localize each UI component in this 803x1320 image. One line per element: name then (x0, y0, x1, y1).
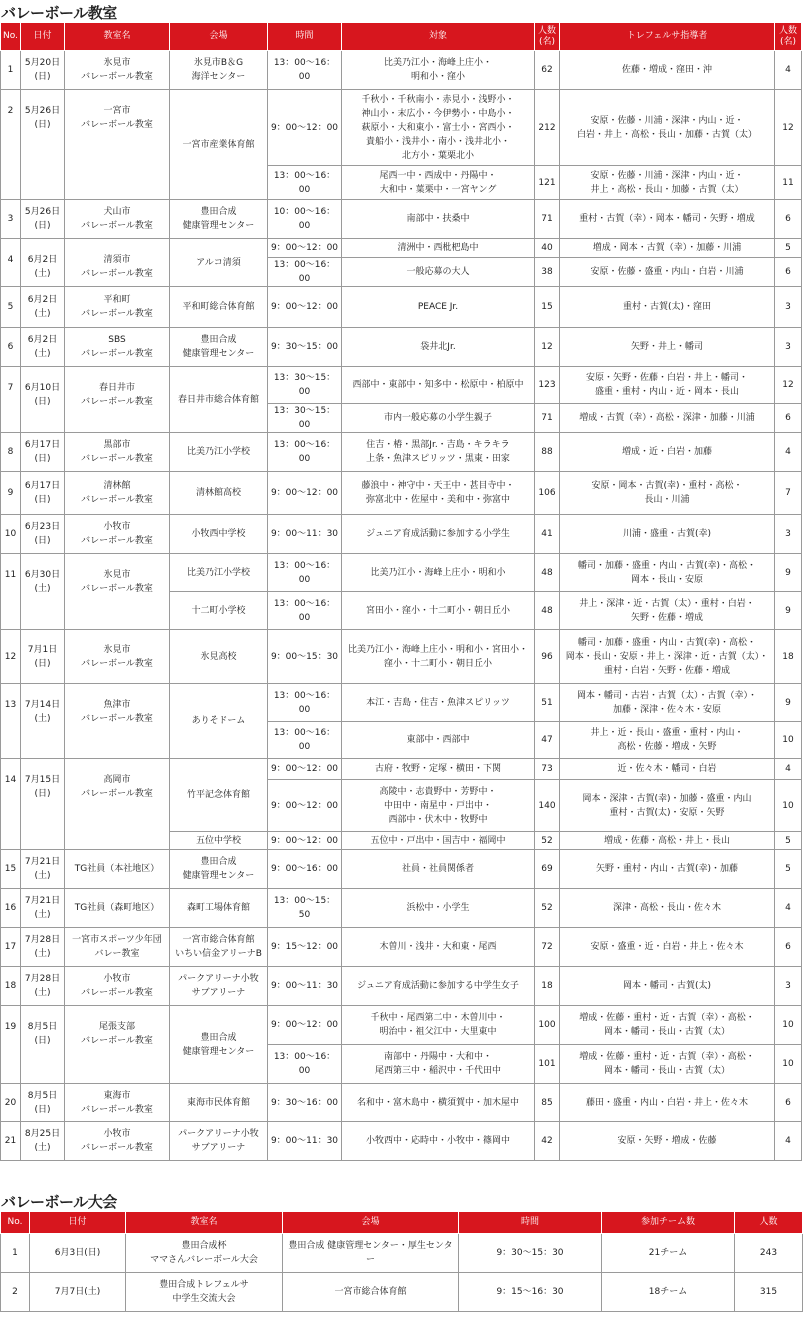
table-row (1, 1084, 802, 1122)
no-cell: 18 (1, 967, 21, 1006)
target-cell: 住吉・椿・黒部Jr.・吉島・キラキラ 上条・魚津スピリッツ・黒東・田家 (342, 433, 535, 472)
coach-count-cell: 6 (775, 404, 802, 433)
date-cell: 7月28日 (土) (21, 967, 65, 1006)
target-cell: ジュニア育成活動に参加する小学生 (342, 515, 535, 554)
date-cell: 6月2日 (土) (21, 328, 65, 367)
teams-cell: 18チーム (602, 1273, 735, 1312)
no-cell: 2 (1, 1273, 30, 1312)
time-cell: 9：00〜12：00 (268, 759, 342, 780)
date-cell: 7月28日 (土) (21, 928, 65, 967)
column-header: 人数 (名) (775, 23, 802, 51)
coaches-cell: 井上・深津・近・古賀（太）・重村・白岩・ 矢野・佐藤・増成 (560, 592, 775, 630)
coaches-cell: 重村・古賀（幸）・岡本・幡司・矢野・増成 (560, 200, 775, 239)
table-row (1, 889, 802, 928)
time-cell: 9：00〜12：00 (268, 90, 342, 166)
table-row (1, 328, 802, 367)
participants-cell: 106 (535, 472, 560, 515)
target-cell: 一般応募の大人 (342, 258, 535, 287)
target-cell: 東部中・西部中 (342, 722, 535, 759)
table-row (1, 850, 802, 889)
time-cell: 13：30〜15：00 (268, 404, 342, 433)
date-cell: 7月7日(土) (30, 1273, 126, 1312)
time-cell: 9：00〜12：00 (268, 472, 342, 515)
event-name-cell: 豊田合成トレフェルサ 中学生交流大会 (126, 1273, 283, 1312)
no-cell: 11 (1, 554, 21, 630)
target-cell: 藤浪中・神守中・天王中・甚目寺中・ 弥富北中・佐屋中・美和中・弥富中 (342, 472, 535, 515)
coaches-cell: 岡本・幡司・古岩・古賀（太）・古賀（幸）・ 加藤・深津・佐々木・安原 (560, 684, 775, 722)
coaches-cell: 安原・佐藤・川浦・深津・内山・近・ 白岩・井上・高松・長山・加藤・古賀（太） (560, 90, 775, 166)
target-cell: 千秋中・尾西第二中・木曽川中・ 明治中・祖父江中・大里東中 (342, 1006, 535, 1045)
participants-cell: 62 (535, 51, 560, 90)
column-header: 教室名 (65, 23, 170, 51)
participants-cell: 121 (535, 166, 560, 200)
time-cell: 9：30〜15：00 (268, 328, 342, 367)
participants-cell: 48 (535, 592, 560, 630)
table-row (1, 287, 802, 328)
table-row (1, 1273, 803, 1312)
class-name-cell: 氷見市 バレーボール教室 (65, 554, 170, 630)
participants-cell: 71 (535, 200, 560, 239)
venue-cell: 豊田合成 健康管理センター (170, 1006, 268, 1084)
class-name-cell: 春日井市 バレーボール教室 (65, 367, 170, 433)
coaches-cell: 重村・古賀(太)・窪田 (560, 287, 775, 328)
no-cell: 2 (1, 90, 21, 200)
time-cell: 9：00〜11：30 (268, 967, 342, 1006)
participants-cell: 73 (535, 759, 560, 780)
tournaments-table (0, 1211, 803, 1312)
participants-cell: 140 (535, 780, 560, 832)
date-cell: 7月1日 (日) (21, 630, 65, 684)
section2-title: バレーボール大会 (1, 1193, 117, 1211)
venue-cell: 豊田合成 健康管理センター (170, 200, 268, 239)
time-cell: 9：30〜15：30 (459, 1234, 602, 1273)
no-cell: 6 (1, 328, 21, 367)
coaches-cell: 近・佐々木・幡司・白岩 (560, 759, 775, 780)
column-header: 時間 (459, 1212, 602, 1234)
coaches-cell: 増成・佐藤・高松・井上・長山 (560, 832, 775, 850)
column-header: 対象 (342, 23, 535, 51)
table-row (1, 367, 802, 404)
coaches-cell: 矢野・重村・内山・古賀(幸)・加藤 (560, 850, 775, 889)
time-cell: 9：00〜11：30 (268, 1122, 342, 1161)
venue-cell: 平和町総合体育館 (170, 287, 268, 328)
venue-cell: 一宮市産業体育館 (170, 90, 268, 200)
column-header: No. (1, 23, 21, 51)
coaches-cell: 安原・岡本・古賀(幸)・重村・高松・ 長山・川浦 (560, 472, 775, 515)
venue-cell: 五位中学校 (170, 832, 268, 850)
coach-count-cell: 11 (775, 166, 802, 200)
time-cell: 13：00〜16：00 (268, 1045, 342, 1084)
coach-count-cell: 4 (775, 433, 802, 472)
coaches-cell: 増成・岡本・古賀（幸）・加藤・川浦 (560, 239, 775, 258)
time-cell: 9：00〜16：00 (268, 850, 342, 889)
target-cell: 小牧西中・応時中・小牧中・篠岡中 (342, 1122, 535, 1161)
venue-cell: 氷見高校 (170, 630, 268, 684)
no-cell: 8 (1, 433, 21, 472)
table-row (1, 684, 802, 722)
target-cell: 尾西一中・西成中・丹陽中・ 大和中・葉栗中・一宮ヤング (342, 166, 535, 200)
no-cell: 10 (1, 515, 21, 554)
coach-count-cell: 3 (775, 287, 802, 328)
coaches-cell: 川浦・盛重・古賀(幸) (560, 515, 775, 554)
class-name-cell: 小牧市 バレーボール教室 (65, 967, 170, 1006)
coach-count-cell: 4 (775, 1122, 802, 1161)
no-cell: 12 (1, 630, 21, 684)
venue-cell: 十二町小学校 (170, 592, 268, 630)
class-name-cell: 平和町 バレーボール教室 (65, 287, 170, 328)
participants-cell: 72 (535, 928, 560, 967)
target-cell: 南部中・丹陽中・大和中・ 尾西第三中・稲沢中・千代田中 (342, 1045, 535, 1084)
time-cell: 13：00〜16：00 (268, 722, 342, 759)
column-header: No. (1, 1212, 30, 1234)
date-cell: 6月2日 (土) (21, 287, 65, 328)
coach-count-cell: 12 (775, 90, 802, 166)
coaches-cell: 佐藤・増成・窪田・沖 (560, 51, 775, 90)
no-cell: 1 (1, 51, 21, 90)
no-cell: 16 (1, 889, 21, 928)
class-name-cell: 一宮市 バレーボール教室 (65, 90, 170, 200)
coach-count-cell: 6 (775, 928, 802, 967)
target-cell: 名和中・富木島中・横須賀中・加木屋中 (342, 1084, 535, 1122)
column-header: 人数 (名) (535, 23, 560, 51)
no-cell: 9 (1, 472, 21, 515)
table-row (1, 554, 802, 592)
coach-count-cell: 9 (775, 554, 802, 592)
participants-cell: 212 (535, 90, 560, 166)
column-header: 会場 (283, 1212, 459, 1234)
coaches-cell: 岡本・幡司・古賀(太) (560, 967, 775, 1006)
venue-cell: 清林館高校 (170, 472, 268, 515)
class-name-cell: 氷見市 バレーボール教室 (65, 51, 170, 90)
participants-cell: 243 (735, 1234, 803, 1273)
column-header: 参加チーム数 (602, 1212, 735, 1234)
column-header: トレフェルサ指導者 (560, 23, 775, 51)
venue-cell: パークアリーナ小牧 サブアリーナ (170, 1122, 268, 1161)
date-cell: 6月3日(日) (30, 1234, 126, 1273)
time-cell: 9：15〜16：30 (459, 1273, 602, 1312)
venue-cell: パークアリーナ小牧 サブアリーナ (170, 967, 268, 1006)
column-header: 時間 (268, 23, 342, 51)
date-cell: 6月30日 (土) (21, 554, 65, 630)
no-cell: 5 (1, 287, 21, 328)
target-cell: 浜松中・小学生 (342, 889, 535, 928)
no-cell: 3 (1, 200, 21, 239)
coach-count-cell: 6 (775, 258, 802, 287)
target-cell: 本江・吉島・住吉・魚津スピリッツ (342, 684, 535, 722)
date-cell: 6月2日 (土) (21, 239, 65, 287)
teams-cell: 21チーム (602, 1234, 735, 1273)
event-name-cell: 豊田合成杯 ママさんバレーボール大会 (126, 1234, 283, 1273)
coach-count-cell: 5 (775, 850, 802, 889)
class-name-cell: TG社員（森町地区） (65, 889, 170, 928)
coaches-cell: 幡司・加藤・盛重・内山・古賀(幸)・高松・ 岡本・長山・安原・井上・深津・近・古賀（太）・ 重村・白岩・矢野・佐藤・増成 (560, 630, 775, 684)
participants-cell: 18 (535, 967, 560, 1006)
participants-cell: 48 (535, 554, 560, 592)
column-header: 教室名 (126, 1212, 283, 1234)
table-row (1, 1122, 802, 1161)
classes-table (0, 22, 802, 1161)
target-cell: 高陵中・志貴野中・芳野中・ 中田中・南星中・戸出中・ 西部中・伏木中・牧野中 (342, 780, 535, 832)
coach-count-cell: 3 (775, 967, 802, 1006)
time-cell: 13：00〜16：00 (268, 433, 342, 472)
target-cell: 比美乃江小・海峰上庄小・ 明和小・窪小 (342, 51, 535, 90)
coaches-cell: 安原・矢野・増成・佐藤 (560, 1122, 775, 1161)
venue-cell: アルコ清須 (170, 239, 268, 287)
classes-header-row (1, 23, 802, 51)
table-row (1, 433, 802, 472)
no-cell: 14 (1, 759, 21, 850)
coach-count-cell: 7 (775, 472, 802, 515)
participants-cell: 52 (535, 832, 560, 850)
table-row (1, 630, 802, 684)
participants-cell: 47 (535, 722, 560, 759)
no-cell: 13 (1, 684, 21, 759)
participants-cell: 71 (535, 404, 560, 433)
participants-cell: 51 (535, 684, 560, 722)
participants-cell: 100 (535, 1006, 560, 1045)
participants-cell: 101 (535, 1045, 560, 1084)
table-row (1, 200, 802, 239)
class-name-cell: 小牧市 バレーボール教室 (65, 515, 170, 554)
no-cell: 17 (1, 928, 21, 967)
coaches-cell: 増成・佐藤・重村・近・古賀（幸）・高松・ 岡本・幡司・長山・古賀（太） (560, 1006, 775, 1045)
participants-cell: 12 (535, 328, 560, 367)
coaches-cell: 増成・古賀（幸）・高松・深津・加藤・川浦 (560, 404, 775, 433)
venue-cell: 豊田合成 健康管理センター (170, 850, 268, 889)
date-cell: 7月21日 (土) (21, 889, 65, 928)
column-header: 日付 (30, 1212, 126, 1234)
no-cell: 19 (1, 1006, 21, 1084)
time-cell: 13：00〜16：00 (268, 684, 342, 722)
coach-count-cell: 5 (775, 832, 802, 850)
date-cell: 7月14日 (土) (21, 684, 65, 759)
column-header: 会場 (170, 23, 268, 51)
coaches-cell: 井上・近・長山・盛重・重村・内山・ 高松・佐藤・増成・矢野 (560, 722, 775, 759)
venue-cell: 一宮市総合体育館 いちい信金アリーナB (170, 928, 268, 967)
coach-count-cell: 10 (775, 780, 802, 832)
participants-cell: 40 (535, 239, 560, 258)
target-cell: 宮田小・窪小・十二町小・朝日丘小 (342, 592, 535, 630)
venue-cell: 比美乃江小学校 (170, 554, 268, 592)
target-cell: 市内一般応募の小学生親子 (342, 404, 535, 433)
class-name-cell: SBS バレーボール教室 (65, 328, 170, 367)
date-cell: 5月26日 (日) (21, 200, 65, 239)
class-name-cell: 清林館 バレーボール教室 (65, 472, 170, 515)
column-header: 人数 (735, 1212, 803, 1234)
time-cell: 10：00〜16：00 (268, 200, 342, 239)
time-cell: 9：00〜12：00 (268, 287, 342, 328)
coaches-cell: 安原・盛重・近・白岩・井上・佐々木 (560, 928, 775, 967)
target-cell: ジュニア育成活動に参加する中学生女子 (342, 967, 535, 1006)
venue-cell: 氷見市B＆G 海洋センター (170, 51, 268, 90)
class-name-cell: 氷見市 バレーボール教室 (65, 630, 170, 684)
time-cell: 13：30〜15：00 (268, 367, 342, 404)
table-row (1, 239, 802, 258)
no-cell: 21 (1, 1122, 21, 1161)
time-cell: 9：00〜11：30 (268, 515, 342, 554)
column-header: 日付 (21, 23, 65, 51)
venue-cell: 豊田合成 健康管理センター・厚生センター (283, 1234, 459, 1273)
coach-count-cell: 3 (775, 515, 802, 554)
coach-count-cell: 12 (775, 367, 802, 404)
table-row (1, 90, 802, 166)
time-cell: 13：00〜16：00 (268, 554, 342, 592)
participants-cell: 123 (535, 367, 560, 404)
date-cell: 7月15日 (日) (21, 759, 65, 850)
date-cell: 8月5日 (日) (21, 1084, 65, 1122)
time-cell: 9：15〜12：00 (268, 928, 342, 967)
no-cell: 7 (1, 367, 21, 433)
target-cell: PEACE Jr. (342, 287, 535, 328)
table-row (1, 51, 802, 90)
time-cell: 13：00〜16：00 (268, 51, 342, 90)
participants-cell: 52 (535, 889, 560, 928)
coach-count-cell: 6 (775, 1084, 802, 1122)
class-name-cell: TG社員（本社地区） (65, 850, 170, 889)
class-name-cell: 黒部市 バレーボール教室 (65, 433, 170, 472)
time-cell: 13：00〜16：00 (268, 258, 342, 287)
time-cell: 9：00〜12：00 (268, 1006, 342, 1045)
target-cell: 比美乃江小・海峰上庄小・明和小 (342, 554, 535, 592)
class-name-cell: 一宮市スポーツ少年団 バレー教室 (65, 928, 170, 967)
no-cell: 20 (1, 1084, 21, 1122)
participants-cell: 15 (535, 287, 560, 328)
date-cell: 6月17日 (日) (21, 433, 65, 472)
coaches-cell: 幡司・加藤・盛重・内山・古賀(幸)・高松・ 岡本・長山・安原 (560, 554, 775, 592)
date-cell: 5月20日 (日) (21, 51, 65, 90)
coach-count-cell: 6 (775, 200, 802, 239)
no-cell: 1 (1, 1234, 30, 1273)
coaches-cell: 岡本・深津・古賀(幸)・加藤・盛重・内山 重村・古賀(太)・安原・矢野 (560, 780, 775, 832)
participants-cell: 88 (535, 433, 560, 472)
time-cell: 13：00〜15：50 (268, 889, 342, 928)
date-cell: 8月5日 (日) (21, 1006, 65, 1084)
time-cell: 9：00〜15：30 (268, 630, 342, 684)
date-cell: 8月25日 (土) (21, 1122, 65, 1161)
coaches-cell: 藤田・盛重・内山・白岩・井上・佐々木 (560, 1084, 775, 1122)
table-row (1, 515, 802, 554)
participants-cell: 41 (535, 515, 560, 554)
table-row (1, 967, 802, 1006)
target-cell: 清洲中・西枇杷島中 (342, 239, 535, 258)
venue-cell: 比美乃江小学校 (170, 433, 268, 472)
class-name-cell: 魚津市 バレーボール教室 (65, 684, 170, 759)
date-cell: 6月23日 (日) (21, 515, 65, 554)
table-row (1, 1006, 802, 1045)
time-cell: 9：00〜12：00 (268, 832, 342, 850)
class-name-cell: 小牧市 バレーボール教室 (65, 1122, 170, 1161)
date-cell: 7月21日 (土) (21, 850, 65, 889)
date-cell: 6月10日 (日) (21, 367, 65, 433)
table-row (1, 759, 802, 780)
coach-count-cell: 9 (775, 684, 802, 722)
venue-cell: 東海市民体育館 (170, 1084, 268, 1122)
table-row (1, 472, 802, 515)
participants-cell: 69 (535, 850, 560, 889)
coach-count-cell: 9 (775, 592, 802, 630)
venue-cell: 森町工場体育館 (170, 889, 268, 928)
target-cell: 袋井北Jr. (342, 328, 535, 367)
time-cell: 9：30〜16：00 (268, 1084, 342, 1122)
coach-count-cell: 3 (775, 328, 802, 367)
target-cell: 五位中・戸出中・国吉中・福岡中 (342, 832, 535, 850)
venue-cell: 豊田合成 健康管理センター (170, 328, 268, 367)
coach-count-cell: 5 (775, 239, 802, 258)
coach-count-cell: 4 (775, 889, 802, 928)
participants-cell: 85 (535, 1084, 560, 1122)
target-cell: 古府・牧野・定塚・横田・下関 (342, 759, 535, 780)
venue-cell: 春日井市総合体育館 (170, 367, 268, 433)
class-name-cell: 東海市 バレーボール教室 (65, 1084, 170, 1122)
venue-cell: 小牧西中学校 (170, 515, 268, 554)
table-row (1, 1234, 803, 1273)
coach-count-cell: 4 (775, 51, 802, 90)
target-cell: 社員・社員関係者 (342, 850, 535, 889)
venue-cell: 竹平記念体育館 (170, 759, 268, 832)
target-cell: 木曽川・浅井・大和東・尾西 (342, 928, 535, 967)
participants-cell: 315 (735, 1273, 803, 1312)
section1-title: バレーボール教室 (1, 4, 117, 22)
target-cell: 千秋小・千秋南小・赤見小・浅野小・ 神山小・末広小・今伊勢小・中島小・ 萩原小・大和東小・富士小・宮西小・ 貴船小・浅井小・南小・浅井北小・ 北方小・葉栗北小 (342, 90, 535, 166)
target-cell: 西部中・東部中・知多中・松原中・柏原中 (342, 367, 535, 404)
participants-cell: 38 (535, 258, 560, 287)
date-cell: 6月17日 (日) (21, 472, 65, 515)
coach-count-cell: 10 (775, 1045, 802, 1084)
coaches-cell: 安原・佐藤・盛重・内山・白岩・川浦 (560, 258, 775, 287)
class-name-cell: 犬山市 バレーボール教室 (65, 200, 170, 239)
time-cell: 13：00〜16：00 (268, 592, 342, 630)
venue-cell: ありそドーム (170, 684, 268, 759)
no-cell: 15 (1, 850, 21, 889)
coaches-cell: 安原・矢野・佐藤・白岩・井上・幡司・ 盛重・重村・内山・近・岡本・長山 (560, 367, 775, 404)
tournaments-header-row (1, 1212, 803, 1234)
coaches-cell: 増成・近・白岩・加藤 (560, 433, 775, 472)
class-name-cell: 尾張支部 バレーボール教室 (65, 1006, 170, 1084)
coach-count-cell: 10 (775, 722, 802, 759)
no-cell: 4 (1, 239, 21, 287)
coach-count-cell: 4 (775, 759, 802, 780)
coaches-cell: 増成・佐藤・重村・近・古賀（幸）・高松・ 岡本・幡司・長山・古賀（太） (560, 1045, 775, 1084)
coach-count-cell: 18 (775, 630, 802, 684)
coaches-cell: 安原・佐藤・川浦・深津・内山・近・ 井上・高松・長山・加藤・古賀（太） (560, 166, 775, 200)
table-row (1, 928, 802, 967)
time-cell: 13：00〜16：00 (268, 166, 342, 200)
coach-count-cell: 10 (775, 1006, 802, 1045)
time-cell: 9：00〜12：00 (268, 239, 342, 258)
class-name-cell: 高岡市 バレーボール教室 (65, 759, 170, 850)
target-cell: 比美乃江小・海峰上庄小・明和小・宮田小・ 窪小・十二町小・朝日丘小 (342, 630, 535, 684)
venue-cell: 一宮市総合体育館 (283, 1273, 459, 1312)
coaches-cell: 深津・高松・長山・佐々木 (560, 889, 775, 928)
class-name-cell: 清須市 バレーボール教室 (65, 239, 170, 287)
target-cell: 南部中・扶桑中 (342, 200, 535, 239)
time-cell: 9：00〜12：00 (268, 780, 342, 832)
coaches-cell: 矢野・井上・幡司 (560, 328, 775, 367)
participants-cell: 42 (535, 1122, 560, 1161)
date-cell: 5月26日 (日) (21, 90, 65, 200)
participants-cell: 96 (535, 630, 560, 684)
